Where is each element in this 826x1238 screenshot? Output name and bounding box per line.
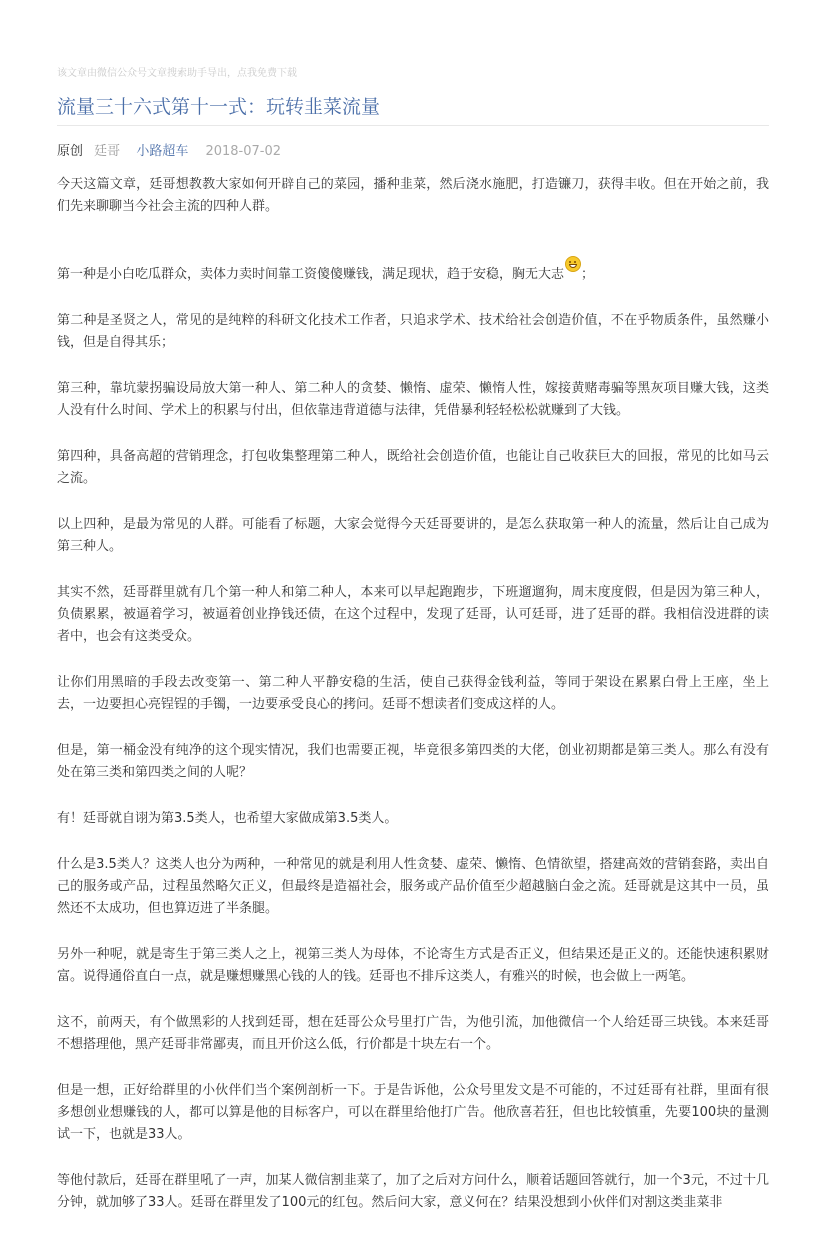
paragraph-text-end: ； bbox=[581, 267, 595, 282]
export-note-link[interactable]: 该文章由微信公众号文章搜索助手导出，点我免费下载 bbox=[57, 68, 297, 79]
paragraph: 这不，前两天，有个做黑彩的人找到廷哥，想在廷哥公众号里打广告，为他引流，加他微信一个人给廷哥三块钱。本来廷哥不想搭理他，黑产廷哥非常鄙夷，而且开价这么低，行价都是十块左右一个。 bbox=[57, 1015, 769, 1052]
paragraph bbox=[57, 256, 769, 286]
paragraph: 其实不然，廷哥群里就有几个第一种人和第二种人，本来可以早起跑跑步，下班遛遛狗，周末度度假，但是因为第三种人，负债累累，被逼着学习，被逼着创业挣钱还债，在这个过程中，发现了廷哥，认可廷哥，进了廷哥的群。我相信没进群的读者中，也会有这类受众。 bbox=[57, 585, 769, 644]
paragraph: 以上四种，是最为常见的人群。可能看了标题，大家会觉得今天廷哥要讲的，是怎么获取第一种人的流量，然后让自己成为第三种人。 bbox=[57, 517, 769, 554]
paragraph: 第四种，具备高超的营销理念，打包收集整理第二种人，既给社会创造价值，也能让自己收获巨大的回报，常见的比如马云之流。 bbox=[57, 449, 769, 486]
paragraph: 但是一想，正好给群里的小伙伴们当个案例剖析一下。于是告诉他，公众号里发文是不可能的，不过廷哥有社群，里面有很多想创业想赚钱的人，都可以算是他的目标客户，可以在群里给他打广告。他欣喜若狂，但也比较慎重，先要100块的量测试一下，也就是33人。 bbox=[57, 1083, 769, 1142]
publish-date: 2018-07-02 bbox=[205, 144, 282, 159]
account-name-link[interactable]: 小路超车 bbox=[136, 144, 189, 159]
paragraph: 另外一种呢，就是寄生于第三类人之上，视第三类人为母体，不论寄生方式是否正义，但结果还是正义的。还能快速积累财富。说得通俗直白一点，就是赚想赚黑心钱的人的钱。廷哥也不排斥这类人，有雅兴的时候，也会做上一两笔。 bbox=[57, 947, 769, 984]
author-name: 廷哥 bbox=[94, 144, 121, 159]
article-title: 流量三十六式第十一式：玩转韭菜流量 bbox=[57, 96, 381, 118]
paragraph: 第二种是圣贤之人，常见的是纯粹的科研文化技术工作者，只追求学术、技术给社会创造价值，不在乎物质条件，虽然赚小钱，但是自得其乐； bbox=[57, 313, 769, 350]
paragraph: 等他付款后，廷哥在群里吼了一声，加某人微信割韭菜了，加了之后对方问什么，顺着话题回答就行，加一个3元，不过十几分钟，就加够了33人。廷哥在群里发了100元的红包。然后问大家，意义何在？结果没想到小伙伴们对割这类韭菜非 bbox=[57, 1173, 769, 1210]
paragraph: 第三种，靠坑蒙拐骗设局放大第一种人、第二种人的贪婪、懒惰、虚荣、懒惰人性，嫁接黄赌毒骗等黑灰项目赚大钱，这类人没有什么时间、学术上的积累与付出，但依靠违背道德与法律，凭借暴利轻轻松松就赚到了大钱。 bbox=[57, 381, 769, 418]
paragraph: 今天这篇文章，廷哥想教教大家如何开辟自己的菜园，播种韭菜，然后浇水施肥，打造镰刀，获得丰收。但在开始之前，我们先来聊聊当今社会主流的四种人群。 bbox=[57, 177, 769, 214]
paragraph: 什么是3.5类人？这类人也分为两种，一种常见的就是利用人性贪婪、虚荣、懒惰、色情欲望，搭建高效的营销套路，卖出自己的服务或产品，过程虽然略欠正义，但最终是造福社会，服务或产品价值至少超越脑白金之流。廷哥就是这其中一员，虽然还不太成功，但也算迈进了半条腿。 bbox=[57, 857, 769, 916]
original-label: 原创 bbox=[57, 144, 84, 159]
paragraph: 有！廷哥就自诩为第3.5类人，也希望大家做成第3.5类人。 bbox=[57, 811, 398, 826]
title-divider bbox=[57, 125, 769, 126]
article-body bbox=[57, 174, 769, 1238]
grinning-face-icon bbox=[565, 256, 581, 272]
paragraph-text: 第一种是小白吃瓜群众，卖体力卖时间靠工资傻傻赚钱，满足现状，趋于安稳，胸无大志 bbox=[57, 267, 565, 282]
paragraph: 让你们用黑暗的手段去改变第一、第二种人平静安稳的生活，使自己获得金钱利益，等同于架设在累累白骨上王座，坐上去，一边要担心亮锃锃的手镯，一边要承受良心的拷问。廷哥不想读者们变成这样的人。 bbox=[57, 675, 769, 712]
paragraph: 但是，第一桶金没有纯净的这个现实情况，我们也需要正视，毕竟很多第四类的大佬，创业初期都是第三类人。那么有没有处在第三类和第四类之间的人呢？ bbox=[57, 743, 769, 780]
article-meta bbox=[57, 140, 281, 159]
